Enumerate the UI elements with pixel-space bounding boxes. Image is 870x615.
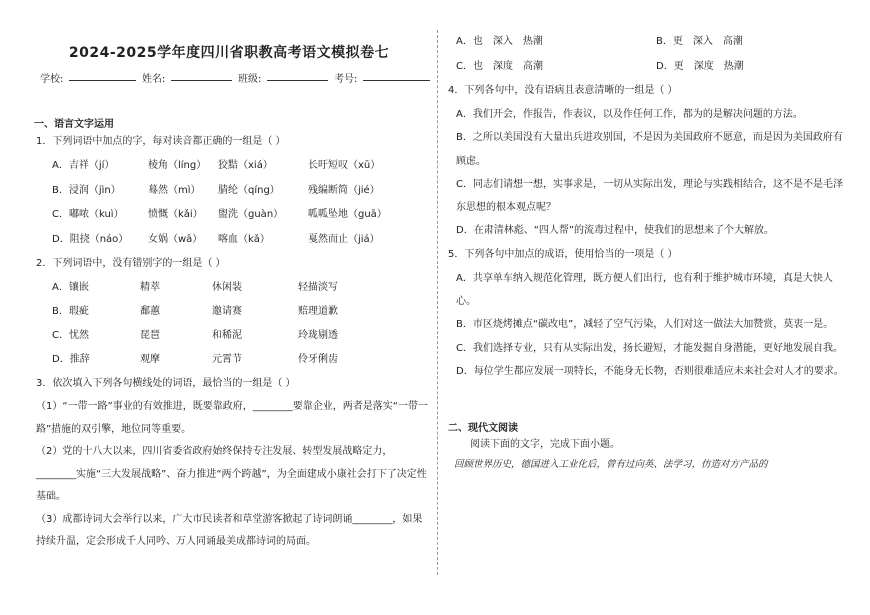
q1-options xyxy=(52,154,430,252)
question-stem: 1．下列词语中加点的字，每对读音都正确的一组是（ ） xyxy=(36,136,286,147)
q3-options xyxy=(456,30,848,79)
section-heading: 一、语言文字运用 xyxy=(34,119,114,130)
option-cell: 棱角（líng） xyxy=(148,160,207,171)
option-cell: 鄱蕙 xyxy=(140,306,160,317)
option-cell: 元霄节 xyxy=(212,354,242,365)
option-cell: 轻描淡写 xyxy=(298,282,338,293)
option-cell: 观摩 xyxy=(140,354,160,365)
exam-no-label: 考号: xyxy=(334,74,358,85)
option-cell: 和稀泥 xyxy=(212,330,242,341)
school-field[interactable] xyxy=(69,70,136,81)
q5-option-b: B．市区烧烤摊点“碳改电”，减轻了空气污染，人们对这一做法大加赞赏，莫衷一是。 xyxy=(456,319,834,331)
q4-option-a: A．我们开会，作报告，作表议，以及作任何工作，都为的是解决问题的方法。 xyxy=(456,109,803,120)
option-cell: 休闲装 xyxy=(212,282,242,293)
question-stem: 2．下列词语中，没有错别字的一组是（ ） xyxy=(36,258,226,269)
option-cell: 玲珑剔透 xyxy=(298,330,338,341)
question-stem: 4．下列各句中，没有语病且表意清晰的一组是（ ） xyxy=(448,85,678,96)
reading-passage-line: 回顾世界历史，德国进入工业化后，曾有过向英、法学习，仿造对方产品的 xyxy=(454,459,768,471)
q2-options xyxy=(52,276,430,372)
q4-option-b: B．之所以美国没有大量出兵进攻别国，不是因为美国政府不愿意，而是因为美国政府有顾虑。 xyxy=(456,132,843,167)
q5-option-d: D．每位学生都应发展一项特长，不能身无长物，否则很难适应未来社会对人才的要求。 xyxy=(456,365,844,377)
q5-option-c: C．我们选择专业，只有从实际出发，扬长避短，才能发掘自身潜能，更好地发展自我。 xyxy=(456,342,843,354)
option-b: B．更 深入 高潮 xyxy=(656,36,743,47)
class-field[interactable] xyxy=(267,70,328,81)
class-label: 班级: xyxy=(238,74,262,85)
option-d: D．更 深度 热潮 xyxy=(656,60,744,72)
option-cell: 残编断简（jié） xyxy=(308,184,380,196)
option-cell: 喀血（kǎ） xyxy=(218,233,270,245)
option-cell: C．忧然 xyxy=(52,330,89,341)
question-stem: 3．依次填入下列各句横线处的词语，最恰当的一组是（ ） xyxy=(36,378,296,389)
right-column xyxy=(448,30,848,474)
option-cell: 蓦然（mì） xyxy=(148,184,201,196)
option-cell: 女娲（wā） xyxy=(148,233,203,245)
name-label: 姓名: xyxy=(141,74,166,85)
name-field[interactable] xyxy=(171,70,232,81)
option-cell: 琵琶 xyxy=(140,330,160,341)
page-title: 2024-2025学年度四川省职教高考语文模拟卷七 xyxy=(68,45,390,61)
option-cell: D．推辞 xyxy=(52,354,90,365)
reading-instruction: 阅读下面的文字，完成下面小题。 xyxy=(470,439,620,451)
option-c: C．也 深度 高潮 xyxy=(456,60,543,72)
option-cell: C．嘟哝（kuì） xyxy=(52,209,124,220)
option-cell: D．阻挠（náo） xyxy=(52,233,129,245)
left-column xyxy=(28,30,430,554)
school-label: 学校: xyxy=(40,74,64,85)
option-cell: 邀请赛 xyxy=(212,306,242,317)
section-heading: 二、现代文阅读 xyxy=(448,423,518,435)
option-cell: B．浸润（jìn） xyxy=(52,184,121,196)
exam-no-field[interactable] xyxy=(363,70,430,81)
option-cell: 腈纶（qíng） xyxy=(218,184,280,196)
option-cell: 长吁短叹（xū） xyxy=(308,160,381,171)
option-cell: 戛然而止（jiá） xyxy=(308,233,380,245)
q5-option-a: A．共享单车纳入规范化管理，既方便人们出行，也有利于维护城市环境，真是大快人心。 xyxy=(456,272,833,308)
option-cell: 盥洗（guàn） xyxy=(218,209,284,220)
option-cell: 愤慨（kǎi） xyxy=(148,209,203,220)
option-cell: A．吉祥（jí） xyxy=(52,160,115,171)
q3-sentence-3: （3）成都诗词大会举行以来，广大市民读者和草堂游客掀起了诗词朗诵________，如果持续升温，定会形成千人同吟、万人同诵最美成都诗词的局面。 xyxy=(36,513,423,547)
q3-sentence-1: （1）“一带一路”事业的有效推进，既要靠政府，________要靠企业，两者是落实“一带一路”措施的双引擎，地位同等重要。 xyxy=(36,401,428,435)
option-cell: 精萃 xyxy=(140,282,160,293)
option-cell: A．镶嵌 xyxy=(52,282,89,293)
option-cell: 伶牙俐齿 xyxy=(298,354,338,365)
student-info-line xyxy=(40,70,430,85)
option-cell: B．瑕疵 xyxy=(52,306,89,317)
option-cell: 狡黠（xiá） xyxy=(218,160,273,171)
column-divider xyxy=(437,30,438,575)
q4-option-c: C．同志们请想一想，实事求是，一切从实际出发，理论与实践相结合，这不是不是毛泽东思想的根本观点呢？ xyxy=(456,178,843,214)
option-a: A．也 深入 热潮 xyxy=(456,36,543,47)
q3-sentence-2: （2）党的十八大以来，四川省委省政府始终保持专注发展、转型发展战略定力，________实施“三大发展战略”、奋力推进“两个跨越”，为全面建成小康社会打下了决定性基础。 xyxy=(36,446,427,502)
option-cell: 呱呱坠地（guā） xyxy=(308,209,387,220)
q4-option-d: D．在肃清林彪、“四人帮”的流毒过程中，使我们的思想来了个大解放。 xyxy=(456,225,775,237)
question-stem: 5．下列各句中加点的成语，使用恰当的一项是（ ） xyxy=(448,248,678,260)
option-cell: 赔理道歉 xyxy=(298,306,338,317)
